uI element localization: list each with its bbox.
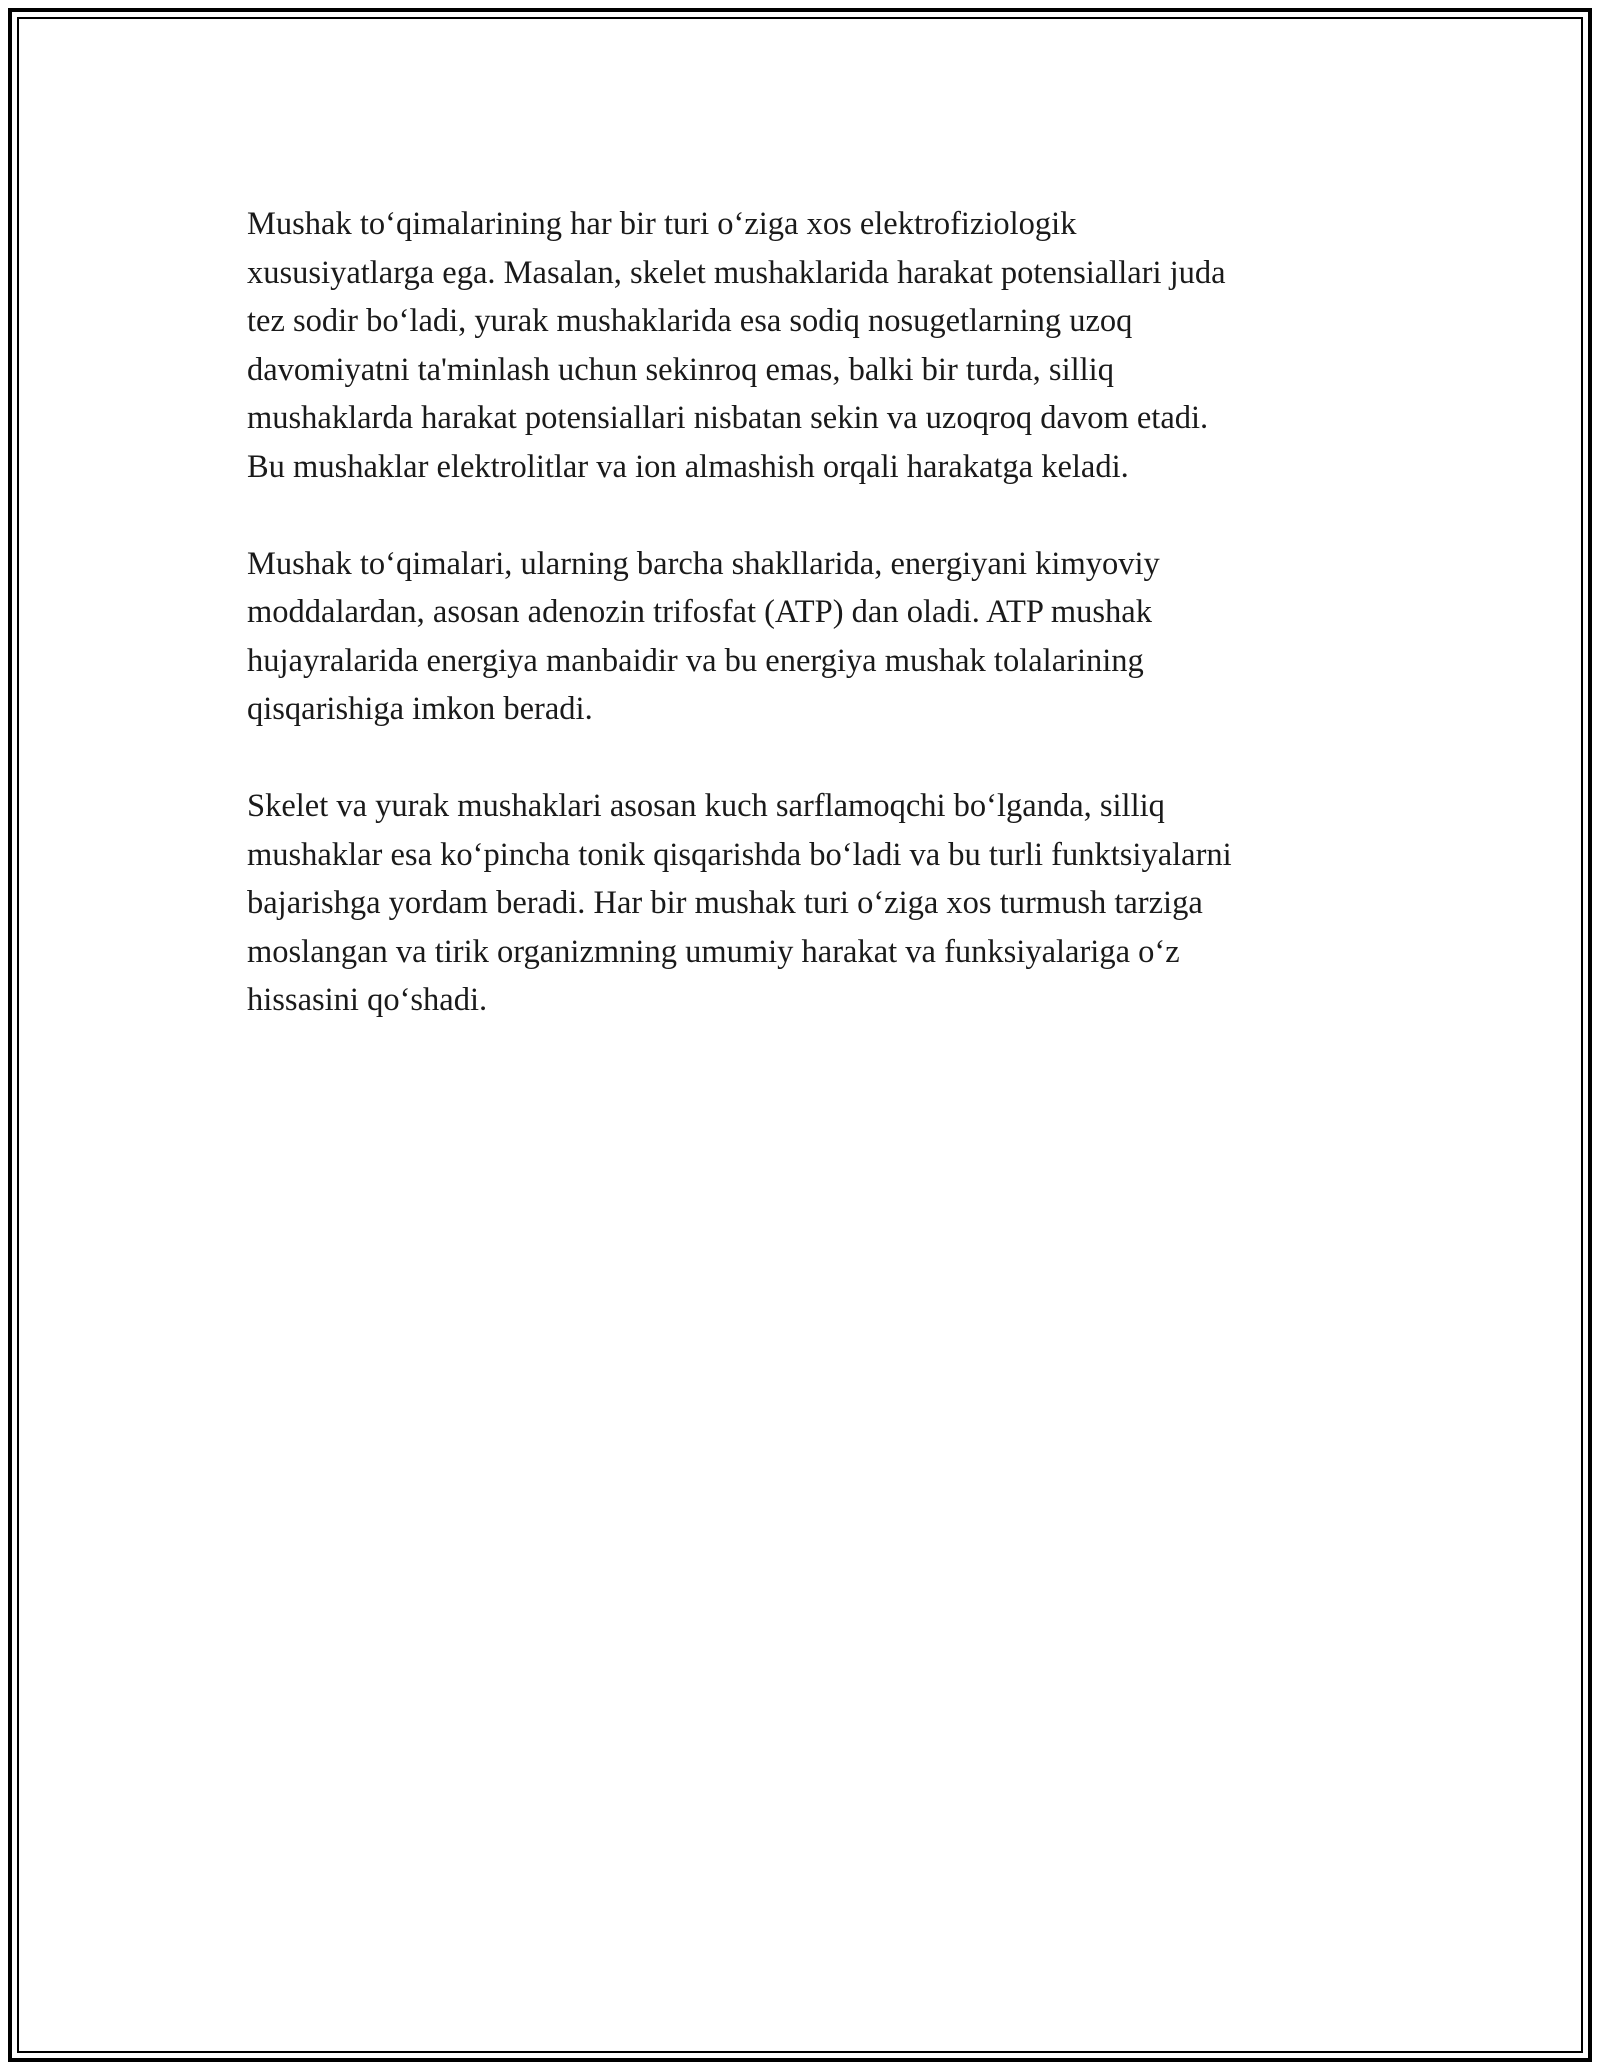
text-line: hissasini qo‘shadi. [247,982,488,1018]
text-line: davomiyatni ta'minlash uchun sekinroq emas, balki bir turda, silliq [247,351,1114,388]
text-line: bajarishga yordam beradi. Har bir mushak turi o‘ziga xos turmush tarziga [247,885,1203,921]
text-line: Bu mushaklar elektrolitlar va ion almashish orqali harakatga keladi. [247,448,1129,485]
text-line: qisqarishiga imkon beradi. [247,691,593,727]
paragraph-3 [247,782,1377,1025]
text-line: Mushak to‘qimalari, ularning barcha shakllarida, energiyani kimyoviy [247,545,1160,582]
text-line: mushaklar esa ko‘pincha tonik qisqarishda bo‘ladi va bu turli funktsiyalarni [247,836,1232,873]
text-line: hujayralarida energiya manbaidir va bu energiya mushak tolalarining [247,642,1144,679]
text-line: xususiyatlarga ega. Masalan, skelet mushaklarida harakat potensiallari juda [247,254,1226,291]
document-body [247,200,1377,1073]
paragraph-1 [247,200,1377,491]
text-line: mushaklarda harakat potensiallari nisbatan sekin va uzoqroq davom etadi. [247,400,1209,436]
text-line: Mushak to‘qimalarining har bir turi o‘ziga xos elektrofiziologik [247,206,1077,242]
page-frame [8,8,1592,2062]
text-line: tez sodir bo‘ladi, yurak mushaklarida esa sodiq nosugetlarning uzoq [247,303,1133,339]
text-line: moddalardan, asosan adenozin trifosfat (ATP) dan oladi. ATP mushak [247,594,1152,630]
paragraph-2 [247,540,1377,734]
text-line: Skelet va yurak mushaklari asosan kuch sarflamoqchi bo‘lganda, silliq [247,788,1165,824]
text-line: moslangan va tirik organizmning umumiy harakat va funksiyalariga o‘z [247,933,1180,970]
